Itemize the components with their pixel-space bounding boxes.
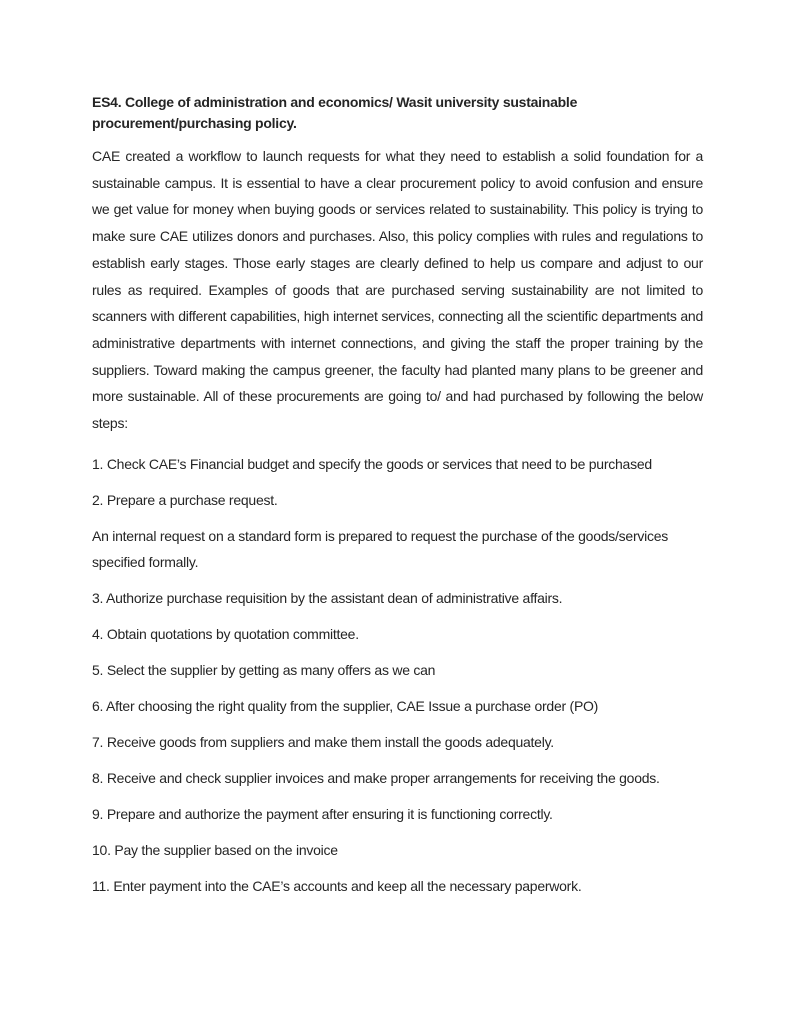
procurement-step: 3. Authorize purchase requisition by the assistant dean of administrative affairs. bbox=[92, 590, 563, 607]
policy-heading: ES4. College of administration and economics/ Wasit university sustainable procurement/purchasing policy. bbox=[92, 94, 578, 131]
procurement-step: 9. Prepare and authorize the payment after ensuring it is functioning correctly. bbox=[92, 806, 553, 823]
procurement-step: 4. Obtain quotations by quotation committee. bbox=[92, 626, 359, 643]
procurement-step: 6. After choosing the right quality from the supplier, CAE Issue a purchase order (PO) bbox=[92, 698, 599, 715]
policy-intro-paragraph: CAE created a workflow to launch requests for what they need to establish a solid foundation for a sustainable campus. It is essential to have a clear procurement policy to avoid confusion and ensure we get value for money when buying goods or services related to sustainability. This policy is trying to make sure CAE utilizes donors and purchases. Also, this policy complies with rules and regulations to establish early stages. Those early stages are clearly defined to help us compare and adjust to our rules as required. Examples of goods that are purchased serving sustainability are not limited to scanners with different capabilities, high internet services, connecting all the scientific departments and administrative departments with internet connections, and giving the staff the proper training by the suppliers. Toward making the campus greener, the faculty had planted many plans to be greener and more sustainable. All of these procurements are going to/ and had purchased by following the below steps: bbox=[92, 148, 703, 432]
procurement-step: 8. Receive and check supplier invoices and make proper arrangements for receiving the goods. bbox=[92, 770, 660, 787]
procurement-step: 2. Prepare a purchase request. bbox=[92, 491, 278, 508]
procurement-step: 5. Select the supplier by getting as many offers as we can bbox=[92, 662, 436, 679]
procurement-step: 10. Pay the supplier based on the invoice bbox=[92, 842, 338, 859]
procurement-step: An internal request on a standard form is prepared to request the purchase of the goods/services specified formally. bbox=[92, 527, 669, 571]
procurement-step: 11. Enter payment into the CAE’s accounts and keep all the necessary paperwork. bbox=[92, 878, 582, 895]
procurement-step: 1. Check CAE’s Financial budget and specify the goods or services that need to be purchased bbox=[92, 455, 652, 472]
procurement-step: 7. Receive goods from suppliers and make them install the goods adequately. bbox=[92, 734, 554, 751]
procurement-steps-list bbox=[92, 451, 703, 900]
